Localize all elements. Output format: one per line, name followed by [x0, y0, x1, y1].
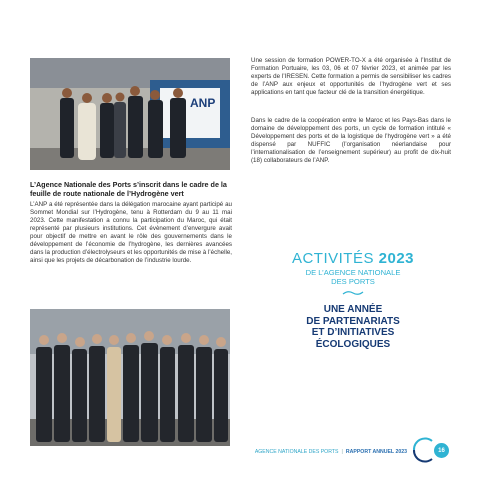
right-paragraph-cooperation: Dans le cadre de la coopération entre le Maroc et les Pays-Bas dans le domaine de développement des ports, un cycle de formation intitulé « Développement des ports et de la logistique de l’hydrogène vert » a été dispensé par NUFFIC (l’organisation néerlandaise pour l’internationalisation de l’enseignement supérieur) au profit de dix-huit (18) collaborateurs de l’ANP. — [251, 117, 451, 164]
activities-year: 2023 — [378, 250, 415, 267]
event-photo-delegation — [30, 309, 230, 446]
activities-block — [258, 250, 448, 350]
wave-divider-icon — [342, 289, 364, 297]
slogan-line-2: DE PARTENARIATS — [306, 315, 400, 327]
activities-title — [258, 250, 448, 268]
slogan-line-1: UNE ANNÉE — [323, 304, 383, 315]
activities-subtitle-1: DE L’AGENCE NATIONALE — [305, 268, 401, 277]
slogan-line-4: ÉCOLOGIQUES — [315, 338, 391, 350]
right-paragraph-training: Une session de formation POWER-TO-X a été organisée à l’Institut de Formation Portuaire, les 03, 06 et 07 février 2023, et animée par les experts de l’IRESEN. Cette formation a permis de sensibiliser les cadres de l’ANP aux enjeux et opportunités de l’hydrogène vert et ses applications en tant que facteur clé de la transition énergétique. — [251, 57, 451, 96]
event-photo-booth — [30, 58, 230, 170]
left-paragraph: L’ANP a été représentée dans la délégation marocaine ayant participé au Sommet Mondial sur l’Hydrogène, tenu à Rotterdam du 9 au 11 mai 2023. Cette manifestation a connu la participation du Maroc, qui était représenté par plusieurs institutions. Cet évènement d’envergure avait pour objectif de mettre en avant le rôle des gouvernements dans le développement de l’économie de l’hydrogène, les dernières avancées dans la production d’électrolyseurs et les opportunités de mise à l’échelle, ainsi que les projets de décarbonation de l’industrie lourde. — [30, 201, 232, 264]
activities-subtitle-2: DES PORTS — [331, 277, 375, 286]
activities-label: ACTIVITÉS — [291, 250, 374, 267]
footer-report: RAPPORT ANNUEL 2023 — [345, 449, 407, 455]
slogan-line-3: ET D’INITIATIVES — [311, 327, 395, 338]
footer-separator: | — [341, 449, 343, 455]
page-number-badge: 16 — [434, 443, 449, 458]
page-footer — [232, 444, 436, 460]
article-headline: L’Agence Nationale des Ports s’inscrit dans le cadre de la feuille de route nationale de l’Hydrogène vert — [30, 180, 227, 198]
footer-agency: AGENCE NATIONALE DES PORTS — [254, 449, 339, 455]
booth-sign-text: ANP — [190, 96, 216, 110]
